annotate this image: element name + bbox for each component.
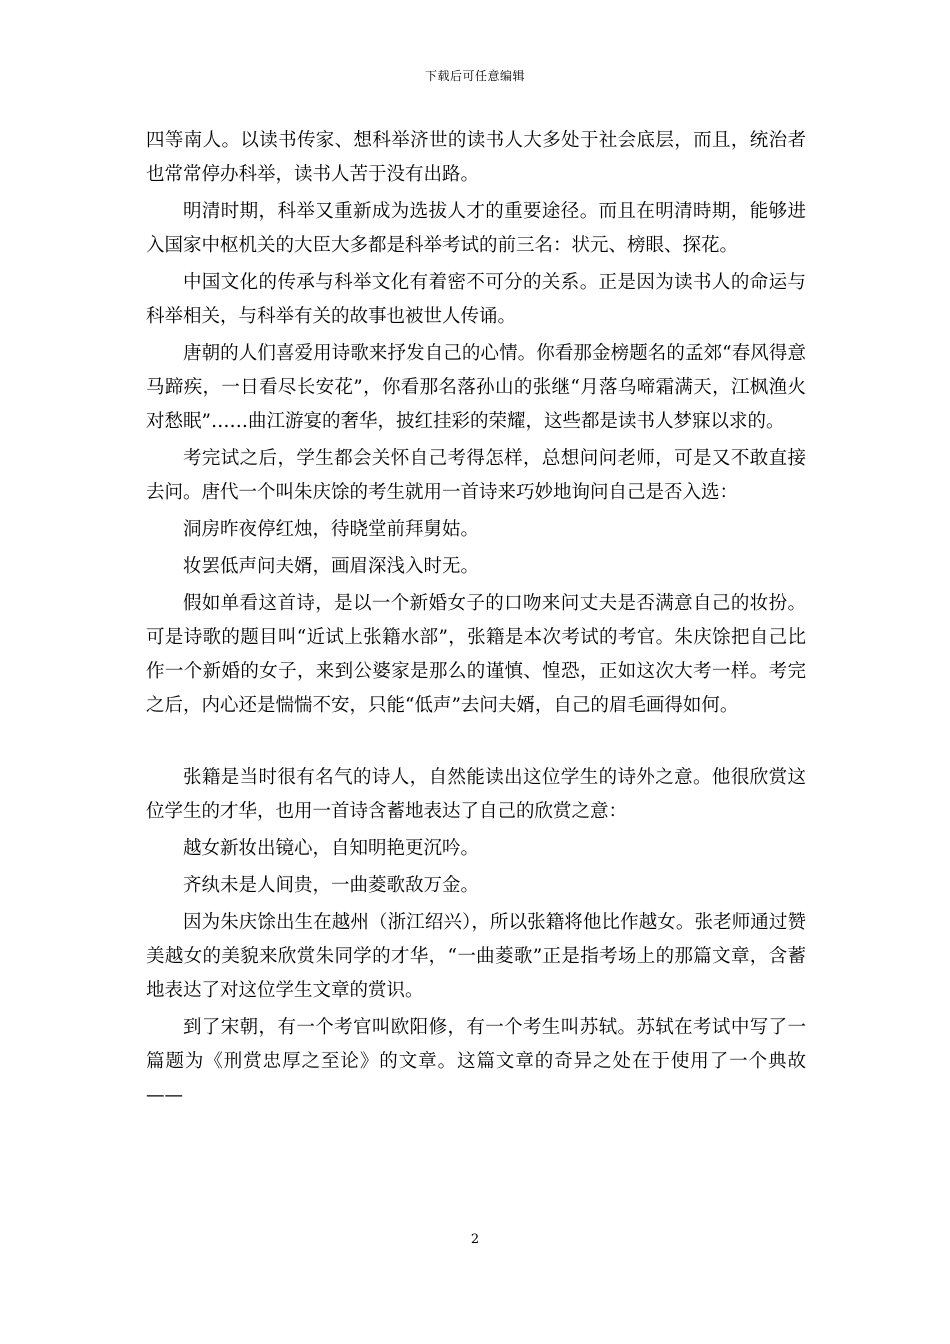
- poem-line-4: 齐纨未是人间贵，一曲菱歌敌万金。: [183, 875, 480, 896]
- document-body: [146, 124, 806, 1116]
- paragraph-6: 假如单看这首诗，是以一个新婚女子的口吻来问丈夫是否满意自己的妆扮。可是诗歌的题目叫“近试上张籍水部”，张籍是本次考试的考官。朱庆馀把自己比作一个新婚的女子，来到公婆家是那么的谨慎、惶恐，正如这次大考一样。考完之后，内心还是惴惴不安，只能“低声”去问夫婿，自己的眉毛画得如何。: [146, 593, 806, 716]
- poem-line-1: 洞房昨夜停红烛，待晓堂前拜舅姑。: [183, 519, 480, 540]
- paragraph-4: 唐朝的人们喜爱用诗歌来抒发自己的心情。你看那金榜题名的孟郊“春风得意马蹄疾，一日看尽长安花”，你看那名落孙山的张继“月落乌啼霜满天，江枫渔火对愁眠”……曲江游宴的奢华，披红挂彩的荣耀，这些都是读书人梦寐以求的。: [146, 343, 806, 432]
- poem-line-3: 越女新妆出镜心，自知明艳更沉吟。: [183, 838, 480, 859]
- paragraph-9: 到了宋朝，有一个考官叫欧阳修，有一个考生叫苏轼。苏轼在考试中写了一篇题为《刑赏忠厚之至论》的文章。这篇文章的奇异之处在于使用了一个典故——: [146, 1017, 806, 1106]
- paragraph-3: 中国文化的传承与科举文化有着密不可分的关系。正是因为读书人的命运与科举相关，与科举有关的故事也被世人传诵。: [146, 272, 806, 327]
- paragraph-2: 明清时期，科举又重新成为选拔人才的重要途径。而且在明清時期，能够进入国家中枢机关的大臣大多都是科举考试的前三名：状元、榜眼、探花。: [146, 201, 806, 256]
- paragraph-7: 张籍是当时很有名气的诗人，自然能读出这位学生的诗外之意。他很欣赏这位学生的才华，也用一首诗含蓄地表达了自己的欣赏之意：: [146, 767, 806, 822]
- paragraph-8: 因为朱庆馀出生在越州（浙江绍兴），所以张籍将他比作越女。张老师通过赞美越女的美貌来欣赏朱同学的才华，“一曲菱歌”正是指考场上的那篇文章，含蓄地表达了对这位学生文章的赏识。: [146, 912, 806, 1001]
- poem-line-2: 妆罢低声问夫婿，画眉深浅入时无。: [183, 556, 480, 577]
- page-number: 2: [470, 1232, 480, 1247]
- page-header: 下载后可任意编辑: [424, 69, 525, 83]
- paragraph-1: 四等南人。以读书传家、想科举济世的读书人大多处于社会底层，而且，统治者也常常停办科举，读书人苦于没有出路。: [146, 130, 806, 185]
- paragraph-5: 考完试之后，学生都会关怀自己考得怎样，总想问问老师，可是又不敢直接去问。唐代一个叫朱庆馀的考生就用一首诗来巧妙地询问自己是否入选：: [146, 448, 806, 503]
